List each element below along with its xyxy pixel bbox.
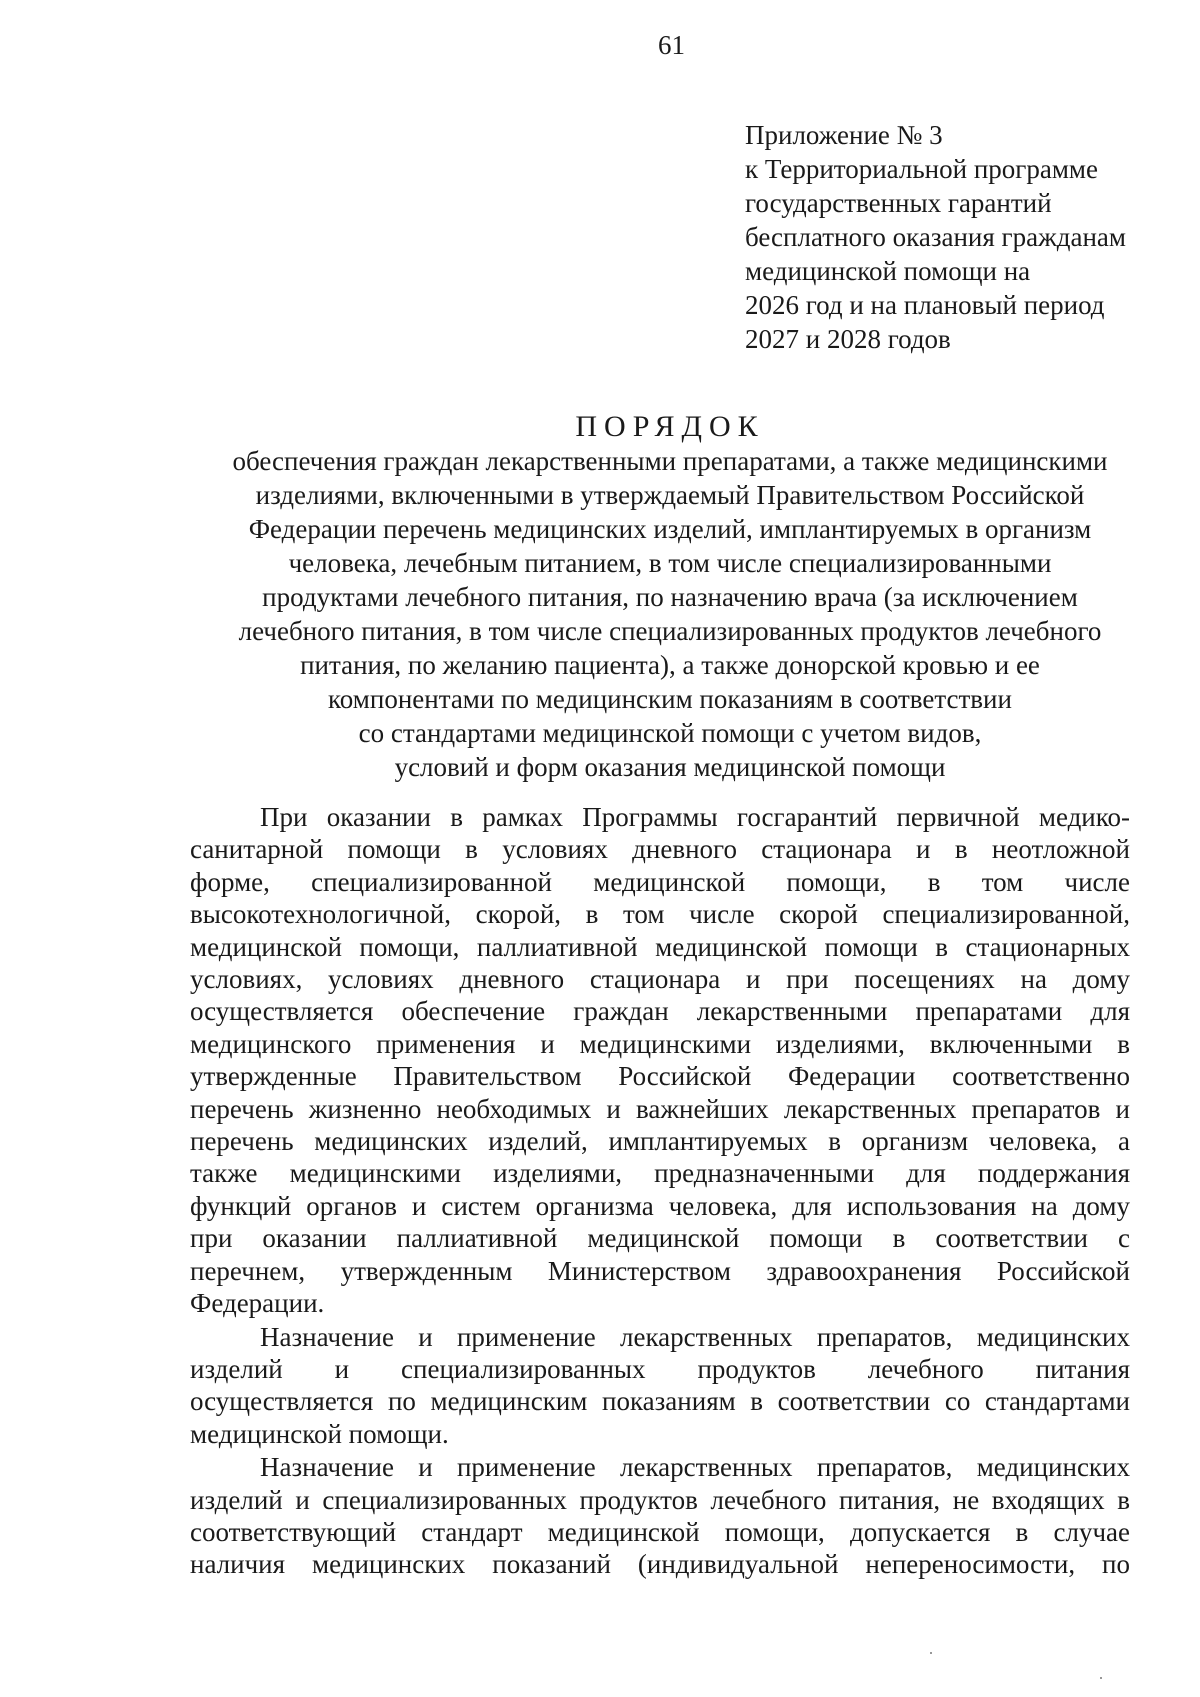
paragraph-line: соответствующий стандарт медицинской помощи, допускается в случае	[190, 1516, 1130, 1547]
paragraph-line: Федерации.	[190, 1288, 325, 1319]
paragraph-line: санитарной помощи в условиях дневного стационара и в неотложной	[190, 834, 1130, 865]
appendix-line: 2027 и 2028 годов	[745, 324, 951, 354]
document-body	[190, 801, 1130, 1581]
subtitle-line: компонентами по медицинским показаниям в соответствии	[328, 684, 1012, 714]
scan-speck	[930, 1652, 932, 1654]
appendix-line: к Территориальной программе	[745, 154, 1098, 184]
paragraph-line: перечень жизненно необходимых и важнейших лекарственных препаратов и	[190, 1093, 1130, 1124]
appendix-line: Приложение № 3	[745, 120, 943, 150]
paragraph	[190, 801, 1130, 1320]
paragraph-line: При оказании в рамках Программы госгарантий первичной медико-	[260, 802, 1130, 832]
paragraph-line: изделий и специализированных продуктов лечебного питания, не входящих в	[190, 1484, 1130, 1515]
paragraph	[190, 1321, 1130, 1451]
paragraph	[190, 1451, 1130, 1581]
subtitle-line: человека, лечебным питанием, в том числе специализированными	[288, 548, 1052, 578]
appendix-line: государственных гарантий	[745, 188, 1052, 218]
paragraph-line: высокотехнологичной, скорой, в том числе скорой специализированной,	[190, 899, 1130, 930]
subtitle-line: со стандартами медицинской помощи с учетом видов,	[358, 718, 982, 748]
subtitle-line: изделиями, включенными в утверждаемый Правительством Российской	[255, 480, 1085, 510]
paragraph-line: осуществляется по медицинским показаниям в соответствии со стандартами	[190, 1386, 1130, 1417]
document-heading	[190, 410, 1150, 784]
subtitle-line: питания, по желанию пациента), а также донорской кровью и ее	[300, 650, 1040, 680]
paragraph-line: форме, специализированной медицинской помощи, в том числе	[190, 866, 1130, 897]
paragraph-line: перечень медицинских изделий, имплантируемых в организм человека, а	[190, 1126, 1130, 1157]
appendix-block	[745, 118, 1185, 356]
paragraph-line: также медицинскими изделиями, предназначенными для поддержания	[190, 1158, 1130, 1189]
paragraph-line: перечнем, утвержденным Министерством здравоохранения Российской	[190, 1255, 1130, 1286]
document-subtitle	[190, 444, 1150, 784]
paragraph-line: утвержденные Правительством Российской Федерации соответственно	[190, 1061, 1130, 1092]
subtitle-line: условий и форм оказания медицинской помощи	[394, 752, 946, 782]
appendix-line: бесплатного оказания гражданам	[745, 222, 1126, 252]
subtitle-line: лечебного питания, в том числе специализированных продуктов лечебного	[238, 616, 1102, 646]
paragraph-line: при оказании паллиативной медицинской помощи в соответствии с	[190, 1223, 1130, 1254]
appendix-line: 2026 год и на плановый период	[745, 290, 1105, 320]
paragraph-line: медицинской помощи, паллиативной медицинской помощи в стационарных	[190, 931, 1130, 962]
subtitle-line: Федерации перечень медицинских изделий, имплантируемых в организм	[248, 514, 1092, 544]
document-title: ПОРЯДОК	[575, 410, 765, 443]
paragraph-line: изделий и специализированных продуктов лечебного питания	[190, 1353, 1130, 1384]
paragraph-line: наличия медицинских показаний (индивидуальной непереносимости, по	[190, 1549, 1130, 1580]
paragraph-line: Назначение и применение лекарственных препаратов, медицинских	[260, 1321, 1130, 1352]
appendix-line: медицинской помощи на	[745, 256, 1031, 286]
paragraph-line: Назначение и применение лекарственных препаратов, медицинских	[260, 1452, 1130, 1483]
subtitle-line: обеспечения граждан лекарственными препаратами, а также медицинскими	[232, 446, 1108, 476]
paragraph-line: функций органов и систем организма человека, для использования на дому	[190, 1190, 1130, 1221]
paragraph-line: условиях, условиях дневного стационара и при посещениях на дому	[190, 964, 1130, 995]
page-number: 61	[658, 30, 685, 60]
paragraph-line: осуществляется обеспечение граждан лекарственными препаратами для	[190, 996, 1130, 1027]
paragraph-line: медицинского применения и медицинскими изделиями, включенными в	[190, 1028, 1130, 1059]
subtitle-line: продуктами лечебного питания, по назначению врача (за исключением	[262, 582, 1078, 612]
paragraph-line: медицинской помощи.	[190, 1418, 449, 1449]
scan-speck	[1100, 1677, 1102, 1679]
